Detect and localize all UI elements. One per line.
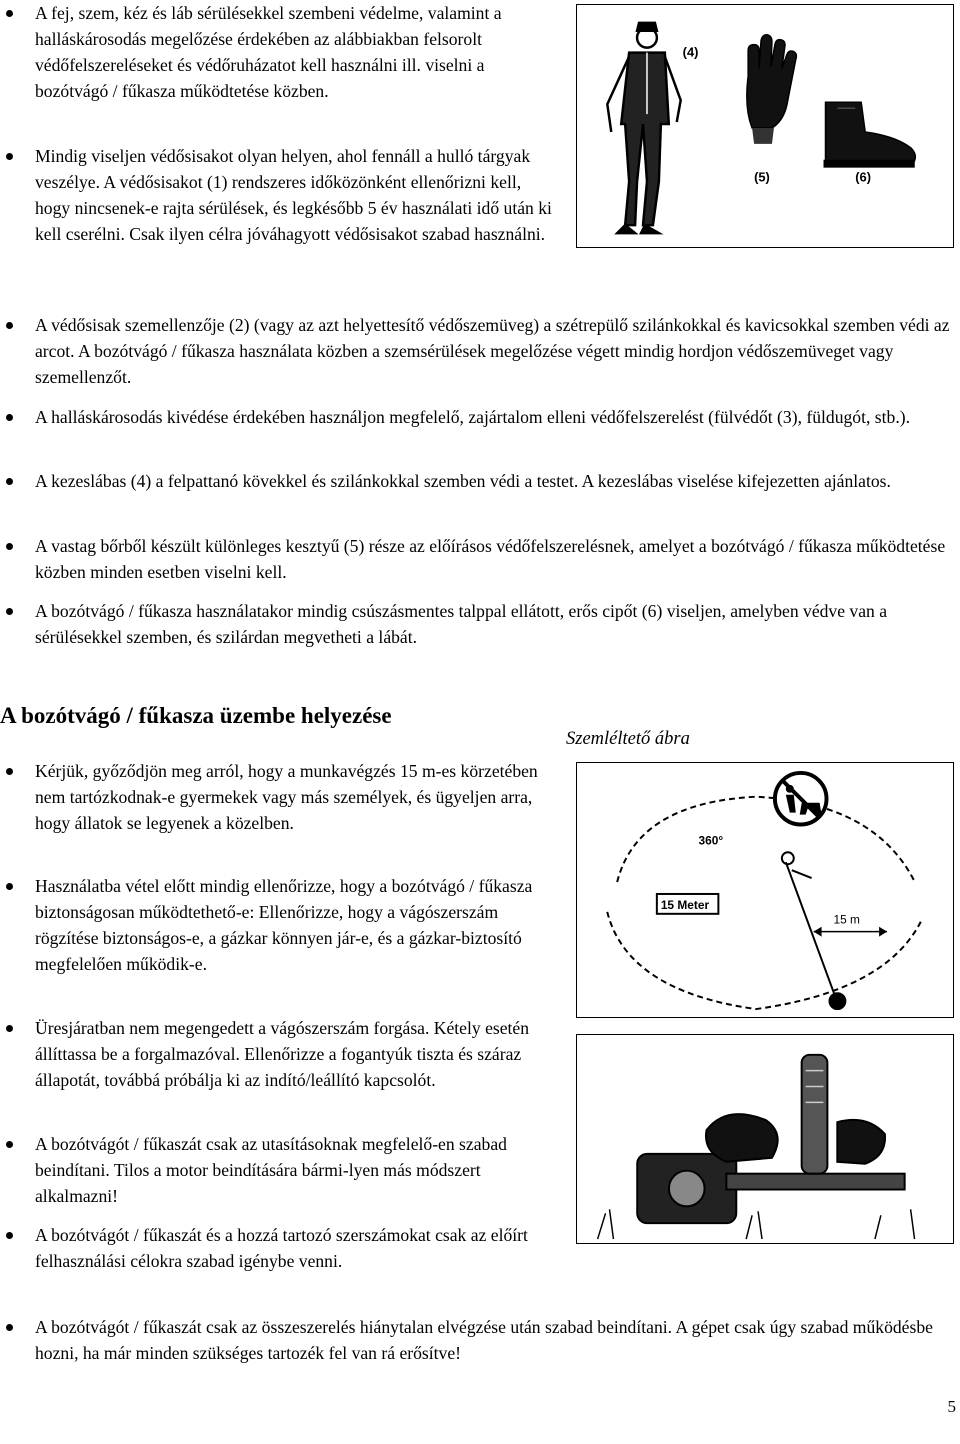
protective-equipment-figure [576,4,954,248]
bullet-icon [6,414,13,421]
bullet-icon [6,10,13,17]
starting-trimmer-figure [576,1034,954,1244]
bullet-icon [6,768,13,775]
safety-distance-illustration [577,763,953,1017]
label-15-m: 15 m [833,912,860,927]
bullet-icon [6,322,13,329]
protective-equipment-illustration [577,5,953,247]
bullet-text: Használatba vétel előtt mindig ellenőrizze, hogy a bozótvágó / fűkasza biztonságosan működtethető-e: Ellenőrizze, hogy a vágószerszám rögzítése biztonságos-e, a gázkar könnyen jár-e, és a gázkar-biztosító megfelelően működik-e. [35,876,533,974]
figure-caption: Szemléltető ábra [566,729,690,749]
starting-trimmer-illustration [577,1035,953,1243]
worker-coverall-icon [607,23,680,233]
bullet-text: A bozótvágót / fűkaszát és a hozzá tartozó szerszámokat csak az előírt felhasználási célokra szabad igénybe venni. [35,1225,528,1271]
label-360-degrees: 360° [698,833,724,848]
safety-circle-arc [617,797,915,882]
bullet-icon [6,543,13,550]
bullet-text: Kérjük, győződjön meg arról, hogy a munkavégzés 15 m-es körzetében nem tartózkodnak-e gyermekek vagy más személyek, és ügyeljen arra, hogy állatok se legyenek a közelben. [35,761,538,833]
bullet-icon [6,883,13,890]
bullet-icon [6,1324,13,1331]
bullet-text: Üresjáratban nem megengedett a vágószerszám forgása. Kétely esetén állíttassa be a forgalmazóval. Ellenőrizze a fogantyúk tiszta és száraz állapotát, továbbá próbálja ki az indító/leállító kapcsolót. [35,1018,530,1090]
label-coverall: (4) [682,44,699,60]
boot-icon [824,102,916,167]
safety-distance-figure [576,762,954,1018]
label-boot: (6) [855,169,872,185]
hand-glove-icon [706,1114,885,1164]
bullet-text: A fej, szem, kéz és láb sérülésekkel szembeni védelme, valamint a halláskárosodás megelőzése érdekében az alábbiakban felsorolt védőfelszereléseket és védőruházatot kell használni ill. viselni a bozótvágó / fűkasza működtetése közben. [35,3,502,101]
bullet-text: A vastag bőrből készült különleges kesztyű (5) része az előírásos védőfelszerelésnek, amelyet a bozótvágó / fűkasza működtetése közben minden esetben viselni kell. [35,536,946,582]
bullet-icon [6,608,13,615]
trimmer-operator-icon [782,852,846,1009]
section-title: A bozótvágó / fűkasza üzembe helyezése [0,703,392,728]
bullet-text: A bozótvágó / fűkasza használatakor mindig csúszásmentes talppal ellátott, erős cipőt (6) viseljen, amelyben védve van a sérülésekkel szemben, és szilárdan megvetheti a lábát. [35,601,888,647]
label-15-meter: 15 Meter [660,897,710,912]
trimmer-handle-icon [802,1055,828,1174]
bullet-text: A kezeslábas (4) a felpattanó kövekkel és szilánkokkal szemben védi a testet. A kezeslábas viselése kifejezetten ajánlatos. [35,471,891,491]
bullet-icon [6,153,13,160]
bullet-text: A bozótvágót / fűkaszát csak az utasításoknak megfelelő-en szabad beindítani. Tilos a motor beindítására bármi-lyen más módszert alkalmazni! [35,1134,507,1206]
distance-arrow [814,927,887,937]
bullet-text: A bozótvágót / fűkaszát csak az összeszerelés hiánytalan elvégzése után szabad beindítani. A gépet csak úgy szabad működésbe hozni, ha már minden szükséges tartozék fel van rá erősítve! [35,1317,933,1363]
bullet-icon [6,1141,13,1148]
no-persons-sign-icon [775,773,827,825]
bullet-text: A védősisak szemellenzője (2) (vagy az azt helyettesítő védőszemüveg) a szétrepülő szilánkokkal és kavicsokkal szemben védi az arcot. A bozótvágó / fűkasza használata közben a szemsérülések megelőzése végett mindig hordjon védőszemüveget vagy szemellenzőt. [35,315,950,387]
glove-icon [747,35,797,144]
bullet-icon [6,1232,13,1239]
bullet-icon [6,478,13,485]
bullet-text: Mindig viseljen védősisakot olyan helyen, ahol fennáll a hulló tárgyak veszélye. A védősisakot (1) rendszeres időközönként ellenőrizni kell, hogy nincsenek-e rajta sérülések, és legkésőbb 5 év használati idő után ki kell cserélni. Csak ilyen célra jóváhagyott védősisakot szabad használni. [35,146,552,244]
label-glove: (5) [754,169,770,185]
bullet-text: A halláskárosodás kivédése érdekében használjon megfelelő, zajártalom elleni védőfelszerelést (fülvédőt (3), füldugót, stb.). [35,407,910,427]
bullet-icon [6,1025,13,1032]
page-number: 5 [947,1397,956,1416]
